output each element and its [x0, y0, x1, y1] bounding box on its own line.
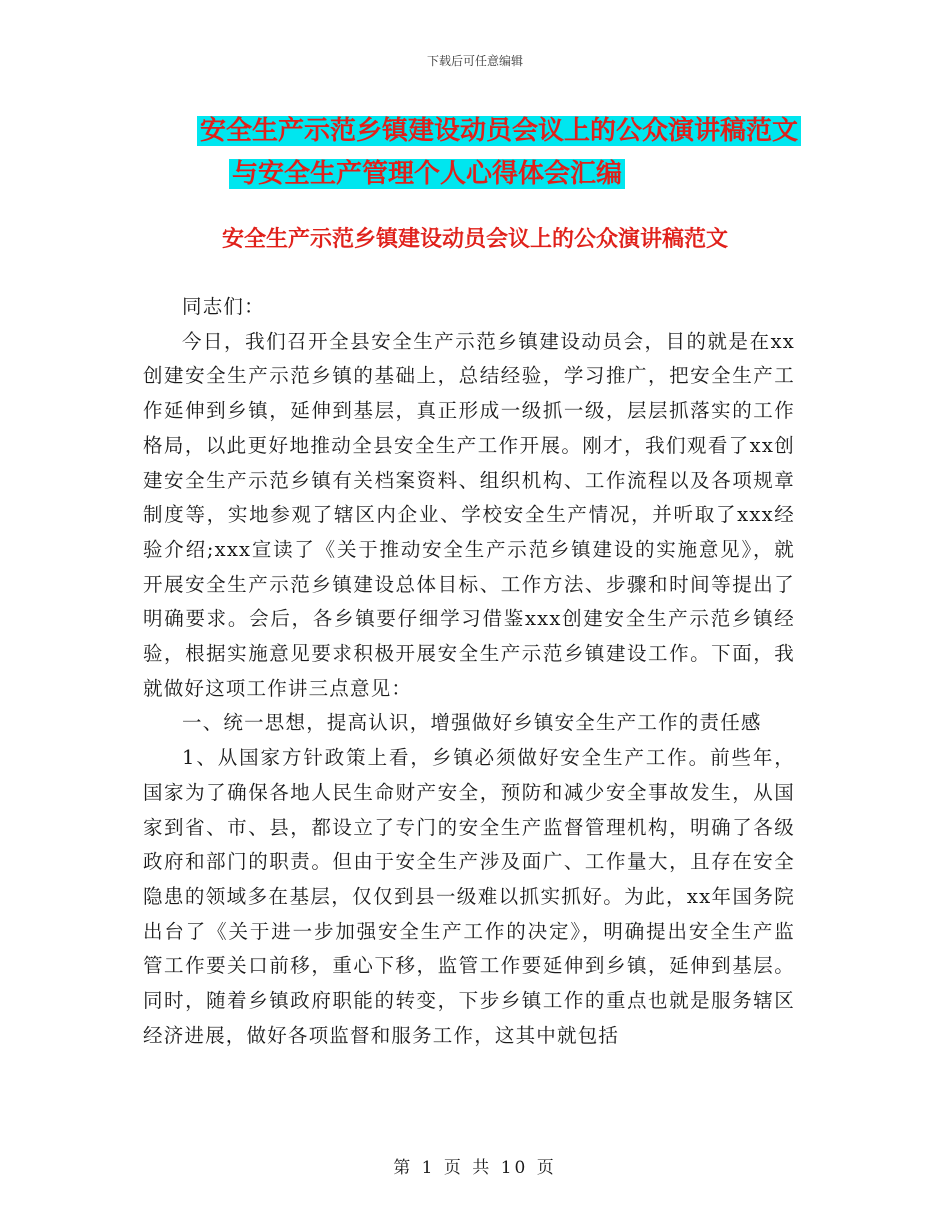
section-title: 安全生产示范乡镇建设动员会议上的公众演讲稿范文 [221, 227, 728, 252]
document-title-line-2 [0, 154, 950, 194]
paragraph-intro: 今日，我们召开全县安全生产示范乡镇建设动员会，目的就是在xx创建安全生产示范乡镇的基础上，总结经验，学习推广，把安全生产工作延伸到乡镇，延伸到基层，真正形成一级抓一级，层层抓落实的工作格局，以此更好地推动全县安全生产工作开展。刚才，我们观看了xx创建安全生产示范乡镇有关档案资料、组织机构、工作流程以及各项规章制度等，实地参观了辖区内企业、学校安全生产情况，并听取了xxx经验介绍;xxx宣读了《关于推动安全生产示范乡镇建设的实施意见》，就开展安全生产示范乡镇建设总体目标、工作方法、步骤和时间等提出了明确要求。会后，各乡镇要仔细学习借鉴xxx创建安全生产示范乡镇经验，根据实施意见要求积极开展安全生产示范乡镇建设工作。下面，我就做好这项工作讲三点意见： [143, 329, 795, 700]
paragraph-point-1: 1、从国家方针政策上看，乡镇必须做好安全生产工作。前些年，国家为了确保各地人民生命财产安全，预防和减少安全事故发生，从国家到省、市、县，都设立了专门的安全生产监督管理机构，明确了各级政府和部门的职责。但由于安全生产涉及面广、工作量大，且存在安全隐患的领域多在基层，仅仅到县一级难以抓实抓好。为此，xx年国务院出台了《关于进一步加强安全生产工作的决定》，明确提出安全生产监管工作要关口前移，重心下移，监管工作要延伸到乡镇，延伸到基层。同时，随着乡镇政府职能的转变，下步乡镇工作的重点也就是服务辖区经济进展，做好各项监督和服务工作，这其中就包括 [143, 746, 795, 1047]
title-highlight-1: 安全生产示范乡镇建设动员会议上的公众演讲稿范文 [197, 116, 801, 146]
body-text [143, 290, 795, 1053]
document-title-line-1 [0, 111, 950, 151]
paragraph-salutation: 同志们： [182, 295, 265, 318]
paragraph-heading-1: 一、统一思想，提高认识，增强做好乡镇安全生产工作的责任感 [182, 711, 762, 735]
title-highlight-2: 与安全生产管理个人心得体会汇编 [229, 159, 625, 189]
header-note: 下载后可任意编辑 [426, 54, 523, 68]
page-footer: 第 1 页 共 10 页 [393, 1158, 557, 1178]
